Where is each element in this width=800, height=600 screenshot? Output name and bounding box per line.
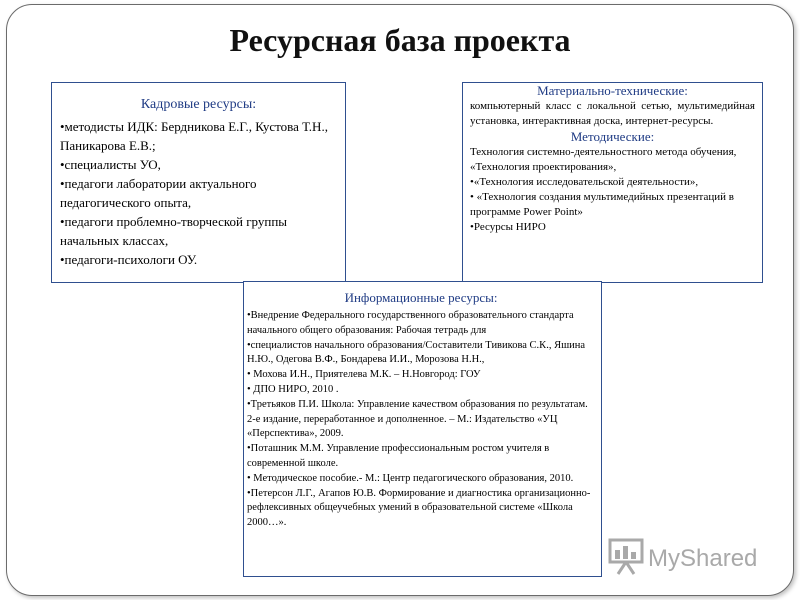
material-heading: Материально-технические: bbox=[537, 83, 688, 98]
hr-resources-box bbox=[51, 82, 346, 283]
myshared-logo[interactable] bbox=[608, 536, 757, 581]
hr-list bbox=[60, 117, 337, 269]
method-text: Технология системно-деятельностного метода обучения, bbox=[470, 146, 737, 158]
list-item: •Ресурсы НИРО bbox=[470, 221, 546, 233]
list-item: «Технология проектирования», bbox=[470, 161, 617, 173]
list-item: •Третьяков П.И. Школа: Управление качеством образования по результатам. 2-е издание, переработанное и дополненное. – М.: Издательство «УЦ «Перспектива», 2009. bbox=[247, 398, 588, 440]
list-item: •Петерсон Л.Г., Агапов Ю.В. Формирование и диагностика организационно-рефлексивных общеучебных умений в образовательной системе «Школа 2000…». bbox=[247, 487, 591, 529]
list-item: •педагоги лаборатории актуального педагогического опыта, bbox=[60, 176, 257, 210]
presentation-board-icon bbox=[608, 536, 644, 581]
list-item: • ДПО НИРО, 2010 . bbox=[247, 383, 339, 395]
list-item: • Мохова И.Н., Приятелева М.К. – Н.Новгород: ГОУ bbox=[247, 369, 481, 381]
list-item: •«Технология исследовательской деятельности», bbox=[470, 176, 699, 188]
list-item: •Поташник М.М. Управление профессиональным ростом учителя в современной школе. bbox=[247, 443, 550, 469]
info-resources-box bbox=[243, 281, 602, 577]
page-title: Ресурсная база проекта bbox=[229, 22, 571, 58]
material-text: компьютерный класс с локальной сетью, мультимедийная установка, интерактивная доска, интернет-ресурсы. bbox=[470, 100, 755, 127]
list-item: •специалисты УО, bbox=[60, 157, 161, 172]
list-item: •Внедрение Федерального государственного образовательного стандарта начального общего образования: Рабочая тетрадь для bbox=[247, 310, 574, 336]
method-heading: Методические: bbox=[570, 129, 655, 144]
info-heading: Информационные ресурсы: bbox=[344, 290, 498, 305]
list-item: • Методическое пособие.- М.: Центр педагогического образования, 2010. bbox=[247, 472, 574, 484]
logo-text: MyShared bbox=[648, 544, 758, 572]
list-item: •методисты ИДК: Бердникова Е.Г., Кустова Т.Н., Паникарова Е.В.; bbox=[60, 119, 328, 153]
list-item: •педагоги проблемно-творческой группы начальных классах, bbox=[60, 214, 288, 248]
hr-heading: Кадровые ресурсы: bbox=[140, 97, 257, 112]
info-list bbox=[247, 309, 595, 531]
method-list bbox=[470, 160, 755, 235]
material-resources-box bbox=[462, 82, 763, 283]
list-item: • «Технология создания мультимедийных презентаций в программе Power Point» bbox=[470, 191, 734, 218]
list-item: •педагоги-психологи ОУ. bbox=[60, 252, 198, 267]
list-item: •специалистов начального образования/Составители Тивикова С.К., Яшина Н.Ю., Одегова В.Ф., Бондарева И.И., Морозова Н.Н., bbox=[247, 339, 586, 366]
